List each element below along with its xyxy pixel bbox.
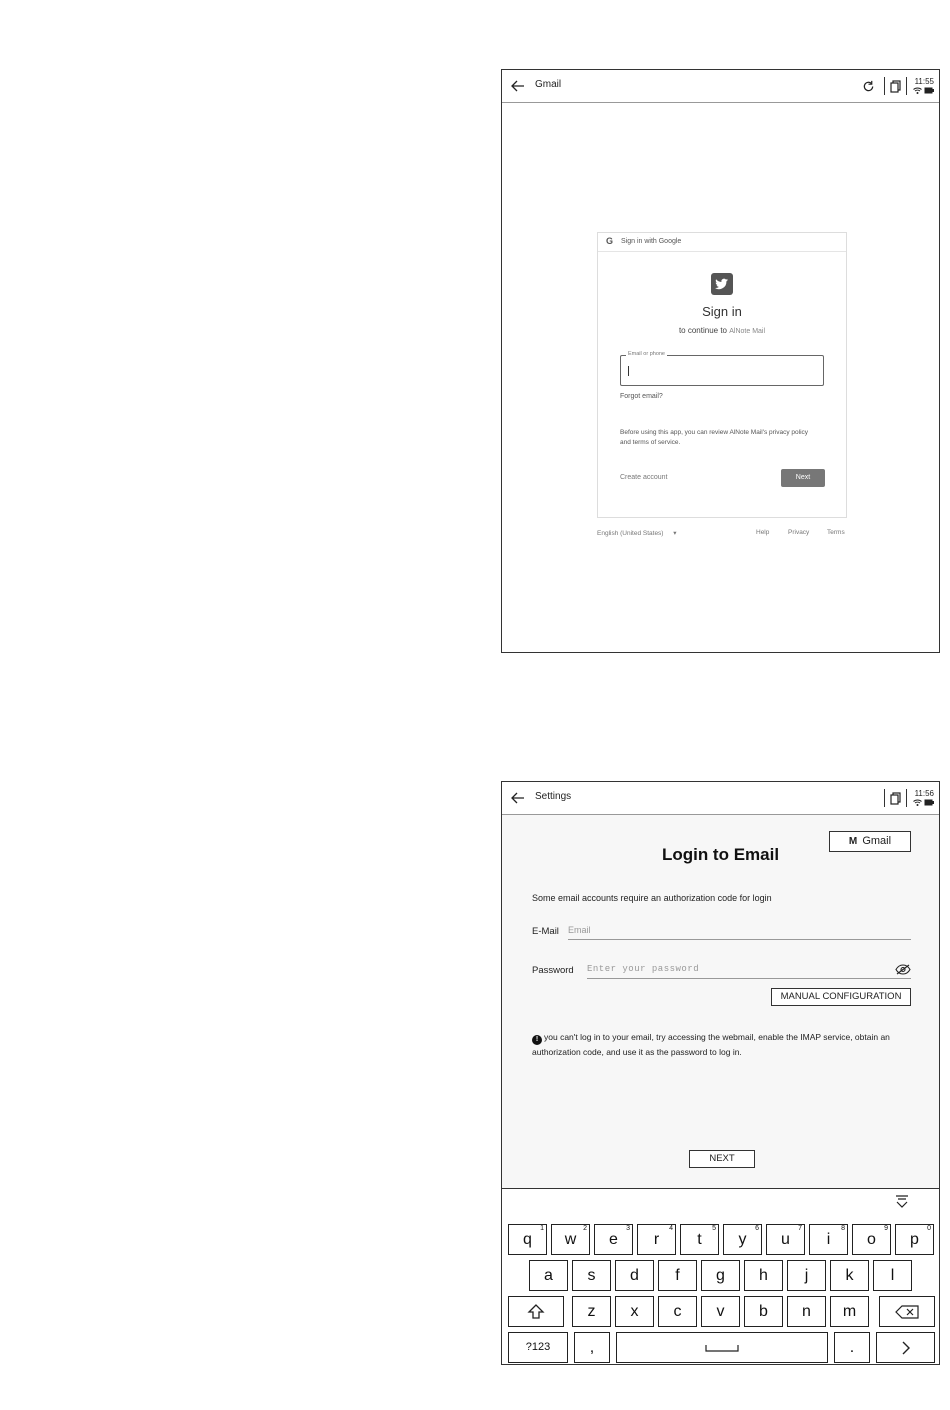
key-r-number: 4: [669, 1225, 673, 1232]
clock: 11:56: [914, 789, 934, 798]
key-q-number: 1: [540, 1225, 544, 1232]
key-i-label: i: [826, 1231, 831, 1248]
key-d-label: d: [630, 1267, 639, 1284]
key-i[interactable]: [809, 1224, 848, 1255]
login-form: [502, 815, 939, 1188]
key-p-number: 0: [927, 1225, 931, 1232]
email-label: E-Mail: [532, 926, 559, 937]
subtitle: Some email accounts require an authorization code for login: [532, 893, 772, 903]
key-w-label: w: [564, 1231, 577, 1248]
key-y-number: 6: [755, 1225, 759, 1232]
key-w-number: 2: [583, 1225, 587, 1232]
key-y-label: y: [738, 1231, 747, 1248]
key-z[interactable]: [572, 1296, 611, 1327]
text-caret: [628, 366, 629, 376]
key-j-label: j: [804, 1267, 809, 1284]
login-tip: [532, 1030, 902, 1059]
email-input-label: Email or phone: [628, 351, 665, 357]
email-underline: [568, 939, 911, 940]
key-o-label: o: [867, 1231, 876, 1248]
key-a[interactable]: [529, 1260, 568, 1291]
password-underline: [587, 978, 911, 979]
on-screen-keyboard: [502, 1188, 939, 1364]
backspace-key[interactable]: [879, 1296, 935, 1327]
back-arrow-icon[interactable]: [510, 78, 526, 94]
key-p-label: p: [910, 1231, 919, 1248]
battery-icon: [924, 87, 934, 94]
refresh-icon[interactable]: [862, 80, 875, 93]
hide-password-eye-icon[interactable]: [895, 964, 911, 975]
continue-prefix: to continue to: [678, 326, 727, 335]
comma-key[interactable]: [574, 1332, 610, 1363]
comma-key-label: ,: [589, 1339, 595, 1356]
password-input[interactable]: Enter your password: [587, 964, 700, 974]
privacy-notice: Before using this app, you can review AlNote Mail's privacy policy and terms of service.: [620, 429, 809, 446]
divider: [906, 77, 907, 95]
key-b[interactable]: [744, 1296, 783, 1327]
key-g[interactable]: [701, 1260, 740, 1291]
page-title: Login to Email: [661, 845, 780, 864]
key-u[interactable]: [766, 1224, 805, 1255]
help-link[interactable]: Help: [756, 529, 770, 536]
twitter-bird-icon: [711, 273, 733, 295]
key-q[interactable]: [508, 1224, 547, 1255]
email-or-phone-input[interactable]: [620, 351, 824, 386]
key-y[interactable]: [723, 1224, 762, 1255]
key-s[interactable]: [572, 1260, 611, 1291]
key-v[interactable]: [701, 1296, 740, 1327]
clock: 11:55: [914, 77, 934, 86]
password-label: Password: [532, 965, 574, 976]
create-account-link[interactable]: Create account: [620, 474, 668, 481]
divider: [884, 789, 885, 807]
login-email-screen: [501, 781, 940, 1365]
continue-text: [598, 326, 846, 335]
period-key-label: .: [849, 1339, 855, 1356]
google-logo-icon: G: [606, 236, 614, 246]
gmail-button-label: Gmail: [862, 835, 892, 847]
copy-icon[interactable]: [890, 80, 902, 93]
language-label: English (United States): [597, 530, 664, 537]
key-c[interactable]: [658, 1296, 697, 1327]
key-e[interactable]: [594, 1224, 633, 1255]
key-d[interactable]: [615, 1260, 654, 1291]
top-bar: [502, 782, 939, 815]
gmail-logo-icon: M: [848, 836, 858, 847]
key-e-label: e: [609, 1231, 618, 1248]
key-f-label: f: [675, 1267, 680, 1284]
forgot-email-link[interactable]: Forgot email?: [620, 393, 663, 400]
key-c-label: c: [673, 1303, 682, 1320]
back-arrow-icon[interactable]: [510, 790, 526, 806]
key-m[interactable]: [830, 1296, 869, 1327]
key-l[interactable]: [873, 1260, 912, 1291]
google-signin-card: [597, 232, 847, 518]
key-a-label: a: [544, 1267, 553, 1284]
key-e-number: 3: [626, 1225, 630, 1232]
space-icon: [705, 1343, 739, 1353]
hide-keyboard-icon[interactable]: [894, 1194, 910, 1210]
key-i-number: 8: [841, 1225, 845, 1232]
wifi-icon: [913, 87, 922, 94]
status-area: [913, 789, 934, 808]
key-k-label: k: [845, 1267, 854, 1284]
continue-app-name: AlNote Mail: [729, 328, 766, 335]
key-q-label: q: [523, 1231, 532, 1248]
key-j[interactable]: [787, 1260, 826, 1291]
key-g-label: g: [716, 1267, 725, 1284]
symbols-key[interactable]: [508, 1332, 568, 1363]
key-r-label: r: [653, 1231, 660, 1248]
key-k[interactable]: [830, 1260, 869, 1291]
shift-icon: [527, 1303, 545, 1321]
symbols-key-label: ?123: [525, 1341, 551, 1353]
backspace-icon: [895, 1305, 919, 1319]
key-u-number: 7: [798, 1225, 802, 1232]
email-input[interactable]: Email: [568, 925, 591, 935]
status-area: [913, 77, 934, 96]
key-m-label: m: [842, 1303, 857, 1320]
card-header-text: Sign in with Google: [621, 238, 682, 245]
next-button[interactable]: Next: [781, 469, 825, 487]
key-f[interactable]: [658, 1260, 697, 1291]
card-header: [598, 233, 846, 252]
manual-configuration-button[interactable]: MANUAL CONFIGURATION: [771, 988, 911, 1006]
key-n-label: n: [802, 1303, 811, 1320]
key-o-number: 9: [884, 1225, 888, 1232]
divider: [884, 77, 885, 95]
key-h[interactable]: [744, 1260, 783, 1291]
top-bar: [502, 70, 939, 103]
space-key[interactable]: [616, 1332, 828, 1363]
gmail-signin-screen: [501, 69, 940, 653]
chevron-right-icon: [900, 1340, 912, 1356]
key-t-number: 5: [712, 1225, 716, 1232]
key-b-label: b: [759, 1303, 768, 1320]
key-h-label: h: [759, 1267, 768, 1284]
key-o[interactable]: [852, 1224, 891, 1255]
key-r[interactable]: [637, 1224, 676, 1255]
key-x-label: x: [630, 1303, 639, 1320]
terms-link[interactable]: Terms: [827, 529, 845, 536]
window-title: Settings: [535, 791, 572, 802]
go-key[interactable]: [876, 1332, 935, 1363]
key-z-label: z: [587, 1303, 596, 1320]
info-icon: !: [532, 1035, 542, 1045]
key-n[interactable]: [787, 1296, 826, 1327]
key-p[interactable]: [895, 1224, 934, 1255]
key-u-label: u: [781, 1231, 790, 1248]
key-s-label: s: [587, 1267, 596, 1284]
battery-icon: [924, 799, 934, 806]
shift-key[interactable]: [508, 1296, 564, 1327]
dropdown-arrow-icon: ▾: [673, 530, 677, 537]
signin-title: Sign in: [702, 304, 742, 319]
privacy-link[interactable]: Privacy: [788, 529, 810, 536]
key-t-label: t: [697, 1231, 702, 1248]
language-selector[interactable]: [597, 529, 677, 537]
period-key[interactable]: [834, 1332, 870, 1363]
key-t[interactable]: [680, 1224, 719, 1255]
key-x[interactable]: [615, 1296, 654, 1327]
key-l-label: l: [890, 1267, 895, 1284]
next-button[interactable]: NEXT: [689, 1150, 755, 1168]
tip-text: you can't log in to your email, try accessing the webmail, enable the IMAP service, obtain an authorization code, and use it as the password to log in.: [532, 1032, 890, 1057]
key-w[interactable]: [551, 1224, 590, 1255]
key-v-label: v: [716, 1303, 725, 1320]
copy-icon[interactable]: [890, 792, 902, 805]
wifi-icon: [913, 799, 922, 806]
window-title: Gmail: [535, 79, 562, 90]
divider: [906, 789, 907, 807]
